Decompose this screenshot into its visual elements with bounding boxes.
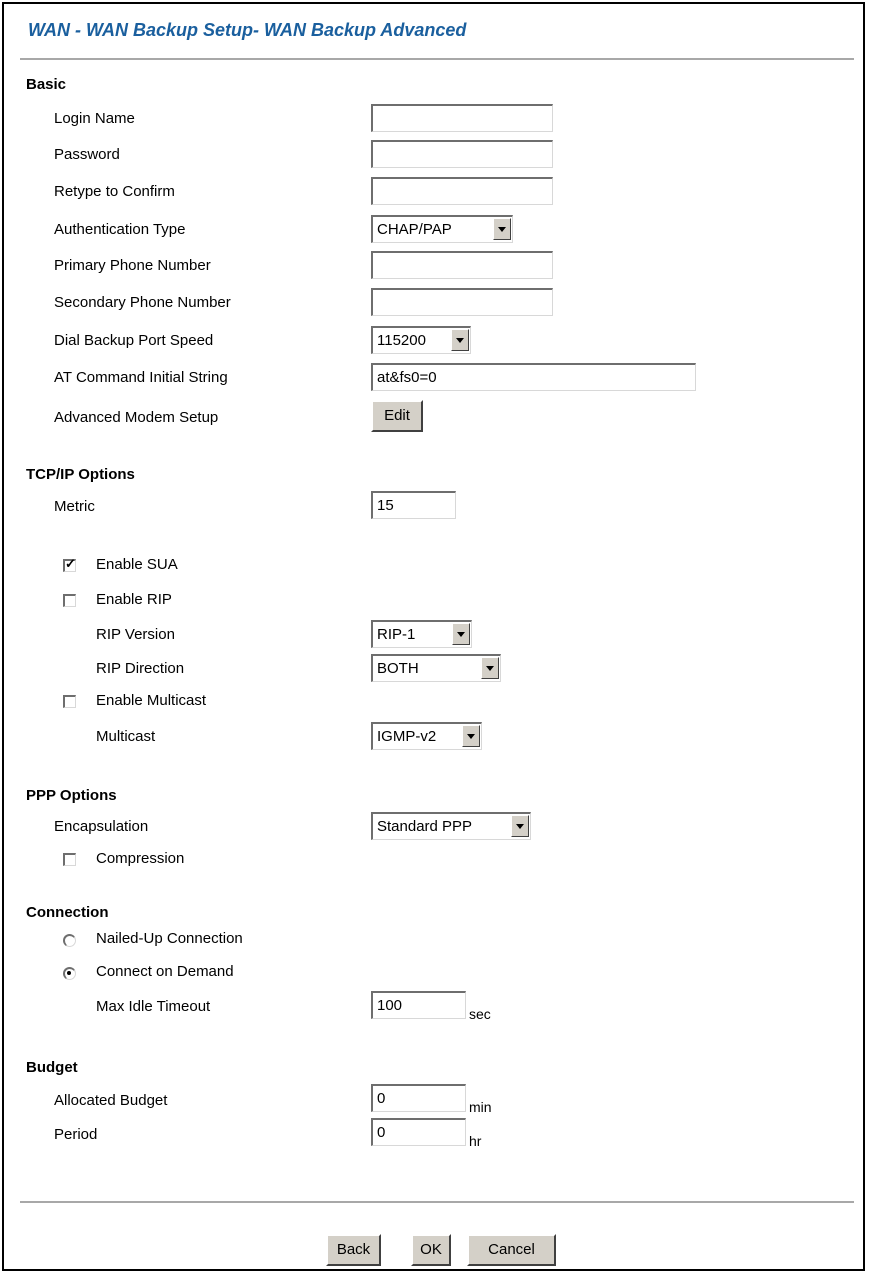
allocated-budget-label: Allocated Budget: [54, 1092, 168, 1109]
cancel-button[interactable]: Cancel: [467, 1234, 556, 1266]
password-label: Password: [54, 146, 120, 163]
radio-selected-dot: [67, 971, 71, 975]
chevron-down-icon[interactable]: [462, 725, 480, 747]
connect-on-demand-radio[interactable]: [63, 967, 76, 980]
encapsulation-label: Encapsulation: [54, 818, 149, 835]
rip-direction-label: RIP Direction: [96, 660, 185, 677]
chevron-down-icon[interactable]: [451, 329, 469, 351]
chevron-down-icon[interactable]: [493, 218, 511, 240]
chevron-down-icon[interactable]: [481, 657, 499, 679]
connect-on-demand-label: Connect on Demand: [96, 963, 234, 980]
password-input[interactable]: [371, 140, 553, 168]
enable-rip-checkbox[interactable]: [63, 594, 76, 607]
at-command-input[interactable]: at&fs0=0: [371, 363, 696, 391]
nailed-up-radio[interactable]: [63, 934, 76, 947]
max-idle-input[interactable]: 100: [371, 991, 466, 1019]
multicast-select[interactable]: [371, 722, 482, 750]
port-speed-select[interactable]: [371, 326, 471, 354]
section-ppp-heading: PPP Options: [26, 787, 117, 804]
period-input[interactable]: 0: [371, 1118, 466, 1146]
nailed-up-label: Nailed-Up Connection: [96, 930, 243, 947]
multicast-label: Multicast: [96, 728, 156, 745]
metric-input[interactable]: 15: [371, 491, 456, 519]
enable-rip-label: Enable RIP: [96, 591, 172, 608]
period-unit: hr: [469, 1133, 482, 1149]
compression-label: Compression: [96, 850, 185, 867]
ok-button[interactable]: OK: [411, 1234, 451, 1266]
retype-password-input[interactable]: [371, 177, 553, 205]
section-connection-heading: Connection: [26, 904, 109, 921]
period-label: Period: [54, 1126, 98, 1143]
primary-phone-input[interactable]: [371, 251, 553, 279]
encapsulation-value: Standard PPP: [377, 818, 473, 835]
rip-direction-value: BOTH: [377, 660, 419, 677]
compression-checkbox[interactable]: [63, 853, 76, 866]
section-tcpip-heading: TCP/IP Options: [26, 466, 135, 483]
secondary-phone-input[interactable]: [371, 288, 553, 316]
section-budget-heading: Budget: [26, 1059, 78, 1076]
footer-divider: [20, 1201, 854, 1203]
retype-label: Retype to Confirm: [54, 183, 175, 200]
login-name-input[interactable]: [371, 104, 553, 132]
modem-setup-label: Advanced Modem Setup: [54, 409, 219, 426]
encapsulation-select[interactable]: [371, 812, 531, 840]
max-idle-label: Max Idle Timeout: [96, 998, 211, 1015]
port-speed-value: 115200: [377, 332, 426, 349]
max-idle-unit: sec: [469, 1006, 491, 1022]
chevron-down-icon[interactable]: [452, 623, 470, 645]
allocated-budget-unit: min: [469, 1099, 492, 1115]
metric-label: Metric: [54, 498, 95, 515]
rip-direction-select[interactable]: [371, 654, 501, 682]
rip-version-value: RIP-1: [377, 626, 416, 643]
section-basic-heading: Basic: [26, 76, 67, 93]
allocated-budget-input[interactable]: 0: [371, 1084, 466, 1112]
auth-type-select[interactable]: [371, 215, 513, 243]
enable-multicast-checkbox[interactable]: [63, 695, 76, 708]
primary-phone-label: Primary Phone Number: [54, 257, 211, 274]
rip-version-select[interactable]: [371, 620, 472, 648]
edit-modem-button[interactable]: Edit: [371, 400, 423, 432]
secondary-phone-label: Secondary Phone Number: [54, 294, 231, 311]
enable-sua-label: Enable SUA: [96, 556, 178, 573]
auth-type-label: Authentication Type: [54, 221, 186, 238]
auth-type-value: CHAP/PAP: [377, 221, 452, 238]
checkmark-icon: ✓: [65, 556, 76, 571]
login-name-label: Login Name: [54, 110, 135, 127]
at-command-label: AT Command Initial String: [54, 369, 228, 386]
multicast-value: IGMP-v2: [377, 728, 437, 745]
title-divider: [20, 58, 854, 60]
port-speed-label: Dial Backup Port Speed: [54, 332, 214, 349]
page-title: WAN - WAN Backup Setup- WAN Backup Advanced: [28, 20, 467, 40]
enable-multicast-label: Enable Multicast: [96, 692, 207, 709]
enable-sua-checkbox[interactable]: [63, 556, 76, 572]
chevron-down-icon[interactable]: [511, 815, 529, 837]
back-button[interactable]: Back: [326, 1234, 381, 1266]
rip-version-label: RIP Version: [96, 626, 175, 643]
